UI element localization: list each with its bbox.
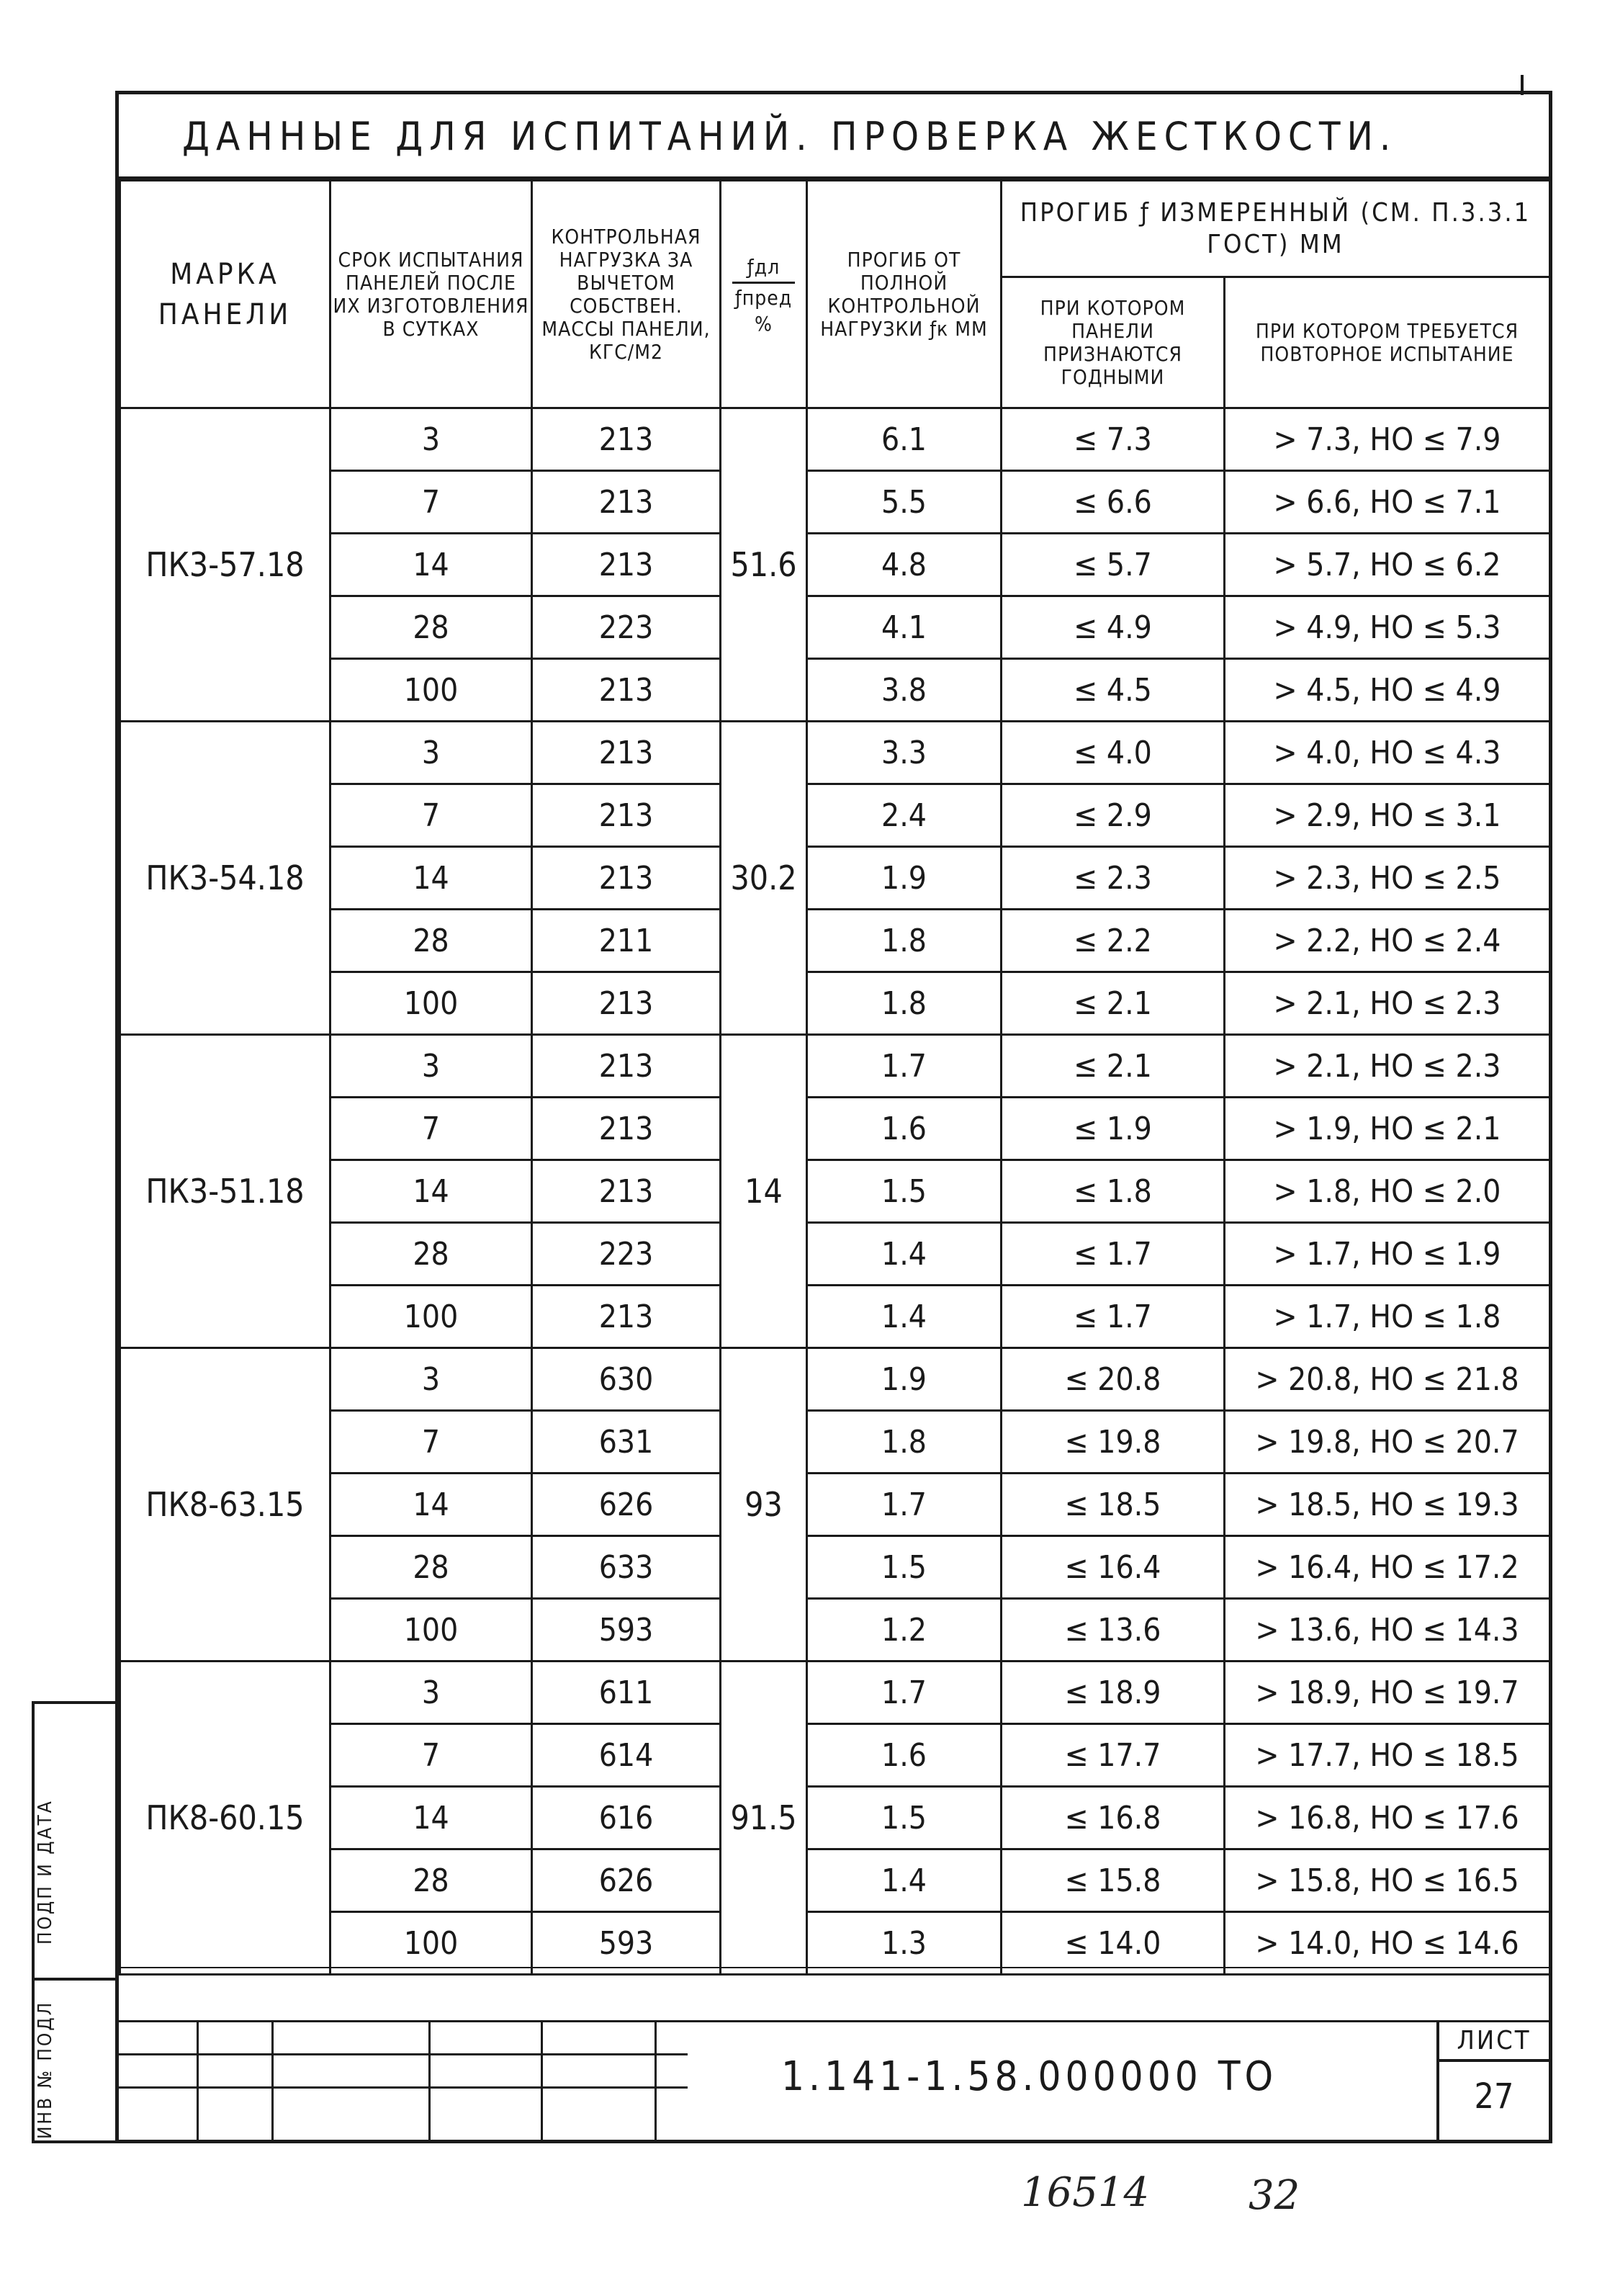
control-load-cell: 213 xyxy=(532,408,721,471)
handwritten-number-right: 32 xyxy=(1249,2172,1300,2219)
test-term-cell: 7 xyxy=(330,1411,532,1474)
retest-limit-cell: > 17.7, НО ≤ 18.5 xyxy=(1225,1724,1550,1787)
retest-limit-cell: > 15.8, НО ≤ 16.5 xyxy=(1225,1849,1550,1912)
accepted-limit-cell: ≤ 17.7 xyxy=(1002,1724,1225,1787)
panel-mark: ПК8-63.15 xyxy=(120,1348,330,1662)
accepted-limit-cell: ≤ 16.8 xyxy=(1002,1787,1225,1849)
test-term-cell: 3 xyxy=(330,1348,532,1411)
table-row xyxy=(120,1849,1550,1912)
control-load-cell: 626 xyxy=(532,1849,721,1912)
retest-limit-cell: > 18.9, НО ≤ 19.7 xyxy=(1225,1662,1550,1724)
deflection-fk-cell: 1.9 xyxy=(807,1348,1002,1411)
retest-limit-cell: > 4.5, НО ≤ 4.9 xyxy=(1225,659,1550,722)
table-row xyxy=(120,1160,1550,1223)
panel-mark: ПК8-60.15 xyxy=(120,1662,330,1975)
deflection-fk-cell: 1.7 xyxy=(807,1474,1002,1536)
test-term-cell: 100 xyxy=(330,659,532,722)
deflection-fk-cell: 1.6 xyxy=(807,1724,1002,1787)
deflection-fk-cell: 3.3 xyxy=(807,722,1002,784)
retest-limit-cell: > 4.0, НО ≤ 4.3 xyxy=(1225,722,1550,784)
panel-mark: ПК3-57.18 xyxy=(120,408,330,722)
control-load-cell: 213 xyxy=(532,1035,721,1098)
deflection-fk-cell: 1.4 xyxy=(807,1286,1002,1348)
retest-limit-cell: > 1.7, НО ≤ 1.9 xyxy=(1225,1223,1550,1286)
accepted-limit-cell: ≤ 14.0 xyxy=(1002,1912,1225,1975)
handwritten-number-left: 16514 xyxy=(1021,2169,1150,2216)
accepted-limit-cell: ≤ 16.4 xyxy=(1002,1536,1225,1599)
ratio-cell: 30.2 xyxy=(721,722,807,1035)
table-row xyxy=(120,1098,1550,1160)
accepted-limit-cell: ≤ 1.7 xyxy=(1002,1286,1225,1348)
sheet-number-box xyxy=(1436,2020,1549,2140)
test-term-cell: 28 xyxy=(330,1536,532,1599)
test-term-cell: 7 xyxy=(330,784,532,847)
deflection-fk-cell: 2.4 xyxy=(807,784,1002,847)
deflection-fk-cell: 1.6 xyxy=(807,1098,1002,1160)
accepted-limit-cell: ≤ 18.5 xyxy=(1002,1474,1225,1536)
table-row xyxy=(120,1724,1550,1787)
control-load-cell: 213 xyxy=(532,722,721,784)
control-load-cell: 631 xyxy=(532,1411,721,1474)
table-row xyxy=(120,534,1550,596)
retest-limit-cell: > 7.3, НО ≤ 7.9 xyxy=(1225,408,1550,471)
retest-limit-cell: > 5.7, НО ≤ 6.2 xyxy=(1225,534,1550,596)
test-term-cell: 3 xyxy=(330,722,532,784)
table-row xyxy=(120,1223,1550,1286)
control-load-cell: 211 xyxy=(532,910,721,972)
accepted-limit-cell: ≤ 13.6 xyxy=(1002,1599,1225,1662)
deflection-fk-cell: 1.4 xyxy=(807,1849,1002,1912)
retest-limit-cell: > 4.9, НО ≤ 5.3 xyxy=(1225,596,1550,659)
accepted-limit-cell: ≤ 19.8 xyxy=(1002,1411,1225,1474)
test-term-cell: 3 xyxy=(330,1662,532,1724)
sheet-number: 27 xyxy=(1474,2076,1514,2117)
accepted-limit-cell: ≤ 4.9 xyxy=(1002,596,1225,659)
deflection-fk-cell: 1.8 xyxy=(807,910,1002,972)
stamp-grid-line xyxy=(654,2020,657,2140)
document-code: 1.141-1.58.000000 ТО xyxy=(781,2053,1278,2100)
deflection-fk-cell: 1.5 xyxy=(807,1536,1002,1599)
test-term-cell: 100 xyxy=(330,1286,532,1348)
drawing-sheet xyxy=(115,91,1552,2143)
side-stamp-divider xyxy=(35,1978,115,1981)
retest-limit-cell: > 16.4, НО ≤ 17.2 xyxy=(1225,1536,1550,1599)
control-load-cell: 213 xyxy=(532,1286,721,1348)
deflection-fk-cell: 4.8 xyxy=(807,534,1002,596)
table-row xyxy=(120,1286,1550,1348)
accepted-limit-cell: ≤ 1.9 xyxy=(1002,1098,1225,1160)
retest-limit-cell: > 20.8, НО ≤ 21.8 xyxy=(1225,1348,1550,1411)
panel-mark: ПК3-51.18 xyxy=(120,1035,330,1348)
retest-limit-cell: > 6.6, НО ≤ 7.1 xyxy=(1225,471,1550,534)
panel-mark: ПК3-54.18 xyxy=(120,722,330,1035)
retest-limit-cell: > 1.7, НО ≤ 1.8 xyxy=(1225,1286,1550,1348)
deflection-fk-cell: 4.1 xyxy=(807,596,1002,659)
header-load: КОНТРОЛЬНАЯ НАГРУЗКА ЗА ВЫЧЕТОМ СОБСТВЕН. МАССЫ ПАНЕЛИ, КГС/М2 xyxy=(532,181,721,408)
table-row xyxy=(120,1536,1550,1599)
control-load-cell: 223 xyxy=(532,1223,721,1286)
retest-limit-cell: > 2.2, НО ≤ 2.4 xyxy=(1225,910,1550,972)
accepted-limit-cell: ≤ 15.8 xyxy=(1002,1849,1225,1912)
table-row xyxy=(120,1787,1550,1849)
deflection-fk-cell: 1.8 xyxy=(807,972,1002,1035)
deflection-fk-cell: 1.5 xyxy=(807,1787,1002,1849)
deflection-fk-cell: 1.8 xyxy=(807,1411,1002,1474)
deflection-fk-cell: 6.1 xyxy=(807,408,1002,471)
retest-limit-cell: > 2.9, НО ≤ 3.1 xyxy=(1225,784,1550,847)
deflection-fk-cell: 5.5 xyxy=(807,471,1002,534)
control-load-cell: 614 xyxy=(532,1724,721,1787)
ratio-cell: 14 xyxy=(721,1035,807,1348)
test-term-cell: 3 xyxy=(330,1035,532,1098)
header-measured: ПРОГИБ ƒ ИЗМЕРЕННЫЙ (СМ. П.3.3.1 ГОСТ) ММ xyxy=(1002,181,1550,277)
control-load-cell: 213 xyxy=(532,471,721,534)
ratio-fraction xyxy=(732,253,795,313)
accepted-limit-cell: ≤ 20.8 xyxy=(1002,1348,1225,1411)
retest-limit-cell: > 16.8, НО ≤ 17.6 xyxy=(1225,1787,1550,1849)
ratio-cell: 51.6 xyxy=(721,408,807,722)
table-row xyxy=(120,1348,1550,1411)
table-row xyxy=(120,972,1550,1035)
test-term-cell: 100 xyxy=(330,1912,532,1975)
control-load-cell: 223 xyxy=(532,596,721,659)
side-label-inv-number: ИНВ № ПОДЛ xyxy=(35,2000,56,2139)
retest-limit-cell: > 2.3, НО ≤ 2.5 xyxy=(1225,847,1550,910)
control-load-cell: 213 xyxy=(532,1098,721,1160)
deflection-fk-cell: 1.7 xyxy=(807,1035,1002,1098)
stamp-grid-line xyxy=(197,2020,199,2140)
test-term-cell: 14 xyxy=(330,1160,532,1223)
accepted-limit-cell: ≤ 2.2 xyxy=(1002,910,1225,972)
table-row xyxy=(120,1662,1550,1724)
accepted-limit-cell: ≤ 1.7 xyxy=(1002,1223,1225,1286)
ratio-denominator: ƒпред xyxy=(734,286,793,310)
test-term-cell: 28 xyxy=(330,1223,532,1286)
test-term-cell: 100 xyxy=(330,1599,532,1662)
control-load-cell: 213 xyxy=(532,659,721,722)
test-term-cell: 28 xyxy=(330,596,532,659)
deflection-fk-cell: 3.8 xyxy=(807,659,1002,722)
control-load-cell: 213 xyxy=(532,847,721,910)
table-row xyxy=(120,596,1550,659)
test-term-cell: 14 xyxy=(330,847,532,910)
table-row xyxy=(120,1411,1550,1474)
test-term-cell: 7 xyxy=(330,471,532,534)
retest-limit-cell: > 13.6, НО ≤ 14.3 xyxy=(1225,1599,1550,1662)
table-body xyxy=(120,408,1550,1975)
test-term-cell: 14 xyxy=(330,534,532,596)
control-load-cell: 213 xyxy=(532,972,721,1035)
test-term-cell: 7 xyxy=(330,1724,532,1787)
accepted-limit-cell: ≤ 2.1 xyxy=(1002,1035,1225,1098)
stamp-grid-line xyxy=(119,2053,688,2055)
page-title: ДАННЫЕ ДЛЯ ИСПИТАНИЙ. ПРОВЕРКА ЖЕСТКОСТИ. xyxy=(119,94,1549,179)
accepted-limit-cell: ≤ 2.1 xyxy=(1002,972,1225,1035)
header-ratio xyxy=(721,181,807,408)
accepted-limit-cell: ≤ 5.7 xyxy=(1002,534,1225,596)
control-load-cell: 616 xyxy=(532,1787,721,1849)
table-row xyxy=(120,659,1550,722)
ratio-numerator: ƒдл xyxy=(732,253,795,284)
header-accepted: ПРИ КОТОРОМ ПАНЕЛИ ПРИЗНАЮТСЯ ГОДНЫМИ xyxy=(1002,277,1225,408)
retest-limit-cell: > 14.0, НО ≤ 14.6 xyxy=(1225,1912,1550,1975)
table-row xyxy=(120,847,1550,910)
deflection-fk-cell: 1.4 xyxy=(807,1223,1002,1286)
header-term: СРОК ИСПЫТАНИЯ ПАНЕЛЕЙ ПОСЛЕ ИХ ИЗГОТОВЛЕНИЯ В СУТКАХ xyxy=(330,181,532,408)
deflection-fk-cell: 1.2 xyxy=(807,1599,1002,1662)
table-row xyxy=(120,471,1550,534)
test-term-cell: 7 xyxy=(330,1098,532,1160)
retest-limit-cell: > 19.8, НО ≤ 20.7 xyxy=(1225,1411,1550,1474)
table-row xyxy=(120,1912,1550,1975)
test-term-cell: 14 xyxy=(330,1474,532,1536)
test-term-cell: 100 xyxy=(330,972,532,1035)
stiffness-table xyxy=(119,179,1551,1976)
deflection-fk-cell: 1.9 xyxy=(807,847,1002,910)
accepted-limit-cell: ≤ 4.0 xyxy=(1002,722,1225,784)
control-load-cell: 593 xyxy=(532,1599,721,1662)
table-row xyxy=(120,408,1550,471)
retest-limit-cell: > 2.1, НО ≤ 2.3 xyxy=(1225,972,1550,1035)
retest-limit-cell: > 2.1, НО ≤ 2.3 xyxy=(1225,1035,1550,1098)
table-row xyxy=(120,1599,1550,1662)
table-row xyxy=(120,722,1550,784)
retest-limit-cell: > 1.8, НО ≤ 2.0 xyxy=(1225,1160,1550,1223)
stamp-grid-line xyxy=(119,2086,688,2089)
ratio-cell: 93 xyxy=(721,1348,807,1662)
test-term-cell: 28 xyxy=(330,910,532,972)
test-term-cell: 3 xyxy=(330,408,532,471)
stamp-grid-line xyxy=(271,2020,274,2140)
table-row xyxy=(120,1035,1550,1098)
accepted-limit-cell: ≤ 18.9 xyxy=(1002,1662,1225,1724)
header-fk: ПРОГИБ ОТ ПОЛНОЙ КОНТРОЛЬНОЙ НАГРУЗКИ ƒк ММ xyxy=(807,181,1002,408)
test-term-cell: 14 xyxy=(330,1787,532,1849)
control-load-cell: 611 xyxy=(532,1662,721,1724)
retest-limit-cell: > 1.9, НО ≤ 2.1 xyxy=(1225,1098,1550,1160)
table-row xyxy=(120,784,1550,847)
stamp-grid-line xyxy=(541,2020,543,2140)
accepted-limit-cell: ≤ 2.9 xyxy=(1002,784,1225,847)
control-load-cell: 633 xyxy=(532,1536,721,1599)
blank-strip-line xyxy=(119,1967,1549,1968)
accepted-limit-cell: ≤ 1.8 xyxy=(1002,1160,1225,1223)
control-load-cell: 593 xyxy=(532,1912,721,1975)
control-load-cell: 213 xyxy=(532,1160,721,1223)
accepted-limit-cell: ≤ 2.3 xyxy=(1002,847,1225,910)
header-mark: МАРКА ПАНЕЛИ xyxy=(120,181,330,408)
header-retest: ПРИ КОТОРОМ ТРЕБУЕТСЯ ПОВТОРНОЕ ИСПЫТАНИЕ xyxy=(1225,277,1550,408)
test-term-cell: 28 xyxy=(330,1849,532,1912)
ratio-unit: % xyxy=(755,312,773,336)
control-load-cell: 213 xyxy=(532,534,721,596)
accepted-limit-cell: ≤ 4.5 xyxy=(1002,659,1225,722)
control-load-cell: 213 xyxy=(532,784,721,847)
control-load-cell: 630 xyxy=(532,1348,721,1411)
accepted-limit-cell: ≤ 6.6 xyxy=(1002,471,1225,534)
stamp-grid xyxy=(119,2020,688,2140)
deflection-fk-cell: 1.5 xyxy=(807,1160,1002,1223)
sheet-label: ЛИСТ xyxy=(1439,2020,1549,2062)
side-label-signature-date: ПОДП И ДАТА xyxy=(35,1799,56,1945)
deflection-fk-cell: 1.3 xyxy=(807,1912,1002,1975)
accepted-limit-cell: ≤ 7.3 xyxy=(1002,408,1225,471)
stamp-grid-line xyxy=(428,2020,431,2140)
table-row xyxy=(120,1474,1550,1536)
control-load-cell: 626 xyxy=(532,1474,721,1536)
retest-limit-cell: > 18.5, НО ≤ 19.3 xyxy=(1225,1474,1550,1536)
ratio-cell: 91.5 xyxy=(721,1662,807,1975)
deflection-fk-cell: 1.7 xyxy=(807,1662,1002,1724)
table-row xyxy=(120,910,1550,972)
